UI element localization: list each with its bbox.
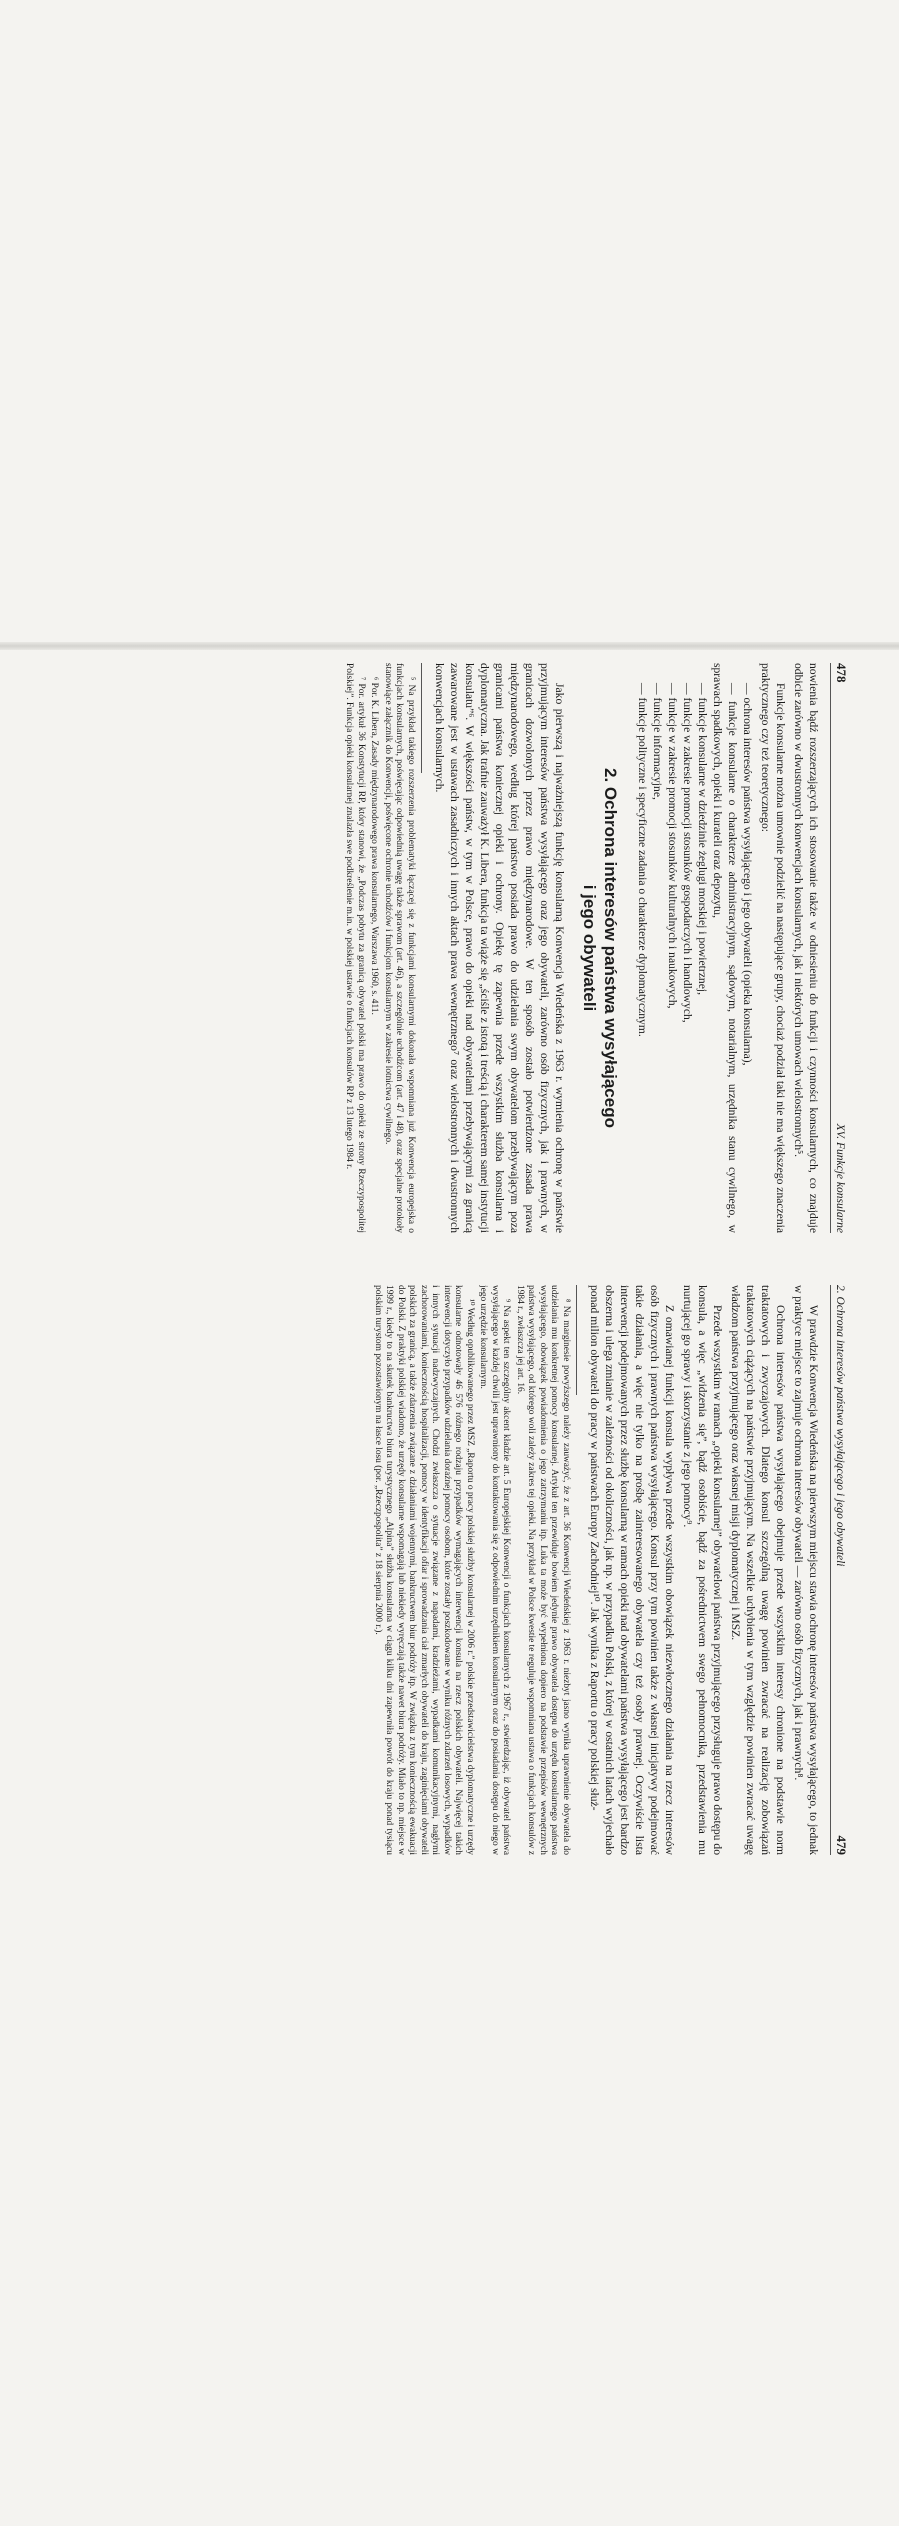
body-paragraph: W prawdzie Konwencja Wiedeńska na pierwszym miejscu stawia ochronę interesów państwa wysyłającego, to jednak w praktyce miejsce to zajmuje ochrona interesów obywateli — zarówno osób fizycznych, jak i prawnych⁸. — [792, 1285, 820, 1855]
left-page-header — [830, 663, 849, 1233]
footnote: ⁷ Por. artykuł 36 Konstytucji RP, który stanowi, że „Podczas pobytu za granicą obywatel polski ma prawo do opieki ze strony Rzeczypospolitej Polskiej”. Funkcja opieki konsularnej znalazła swe podkreślenie m.in. w polskiej ustawie o funkcjach konsulów RP z 13 lutego 1984 r. — [344, 663, 366, 1233]
running-head: XV. Funkcje konsularne — [834, 1123, 846, 1233]
list-item: — funkcje polityczne i specyficzne zadania o charakterze dyplomatycznym. — [636, 683, 649, 1037]
footnote-rule — [576, 1285, 577, 1395]
footnote: ⁸ Na marginesie powyższego należy zauważyć, że z art. 36 Konwencji Wiedeńskiej z 1963 r. niezbyt jasno wynika uprawnienie obywatela do udzielania mu konkretnej pomocy konsularnej. Artykuł ten przewiduje bowiem jedynie prawo obywatela dostępu do urzędu konsularnego państwa wysyłającego, obowiązek powiadomienia o jego zatrzymaniu itp. Luka ta może być wypełniona dopiero na podstawie przepisów wewnętrznych państwa wysyłającego, od którego woli zależy zakres tej opieki. Na przykład w Polsce kwestie te reguluje wspomniana ustawa o funkcjach konsulów z 1984 r., zwłaszcza jej art. 16. — [515, 1285, 571, 1855]
division-paragraph: Funkcje konsularne można umownie podzielić na następujące grupy, chociaż podział taki nie ma większego znaczenia praktycznego czy też teoretycznego: — [759, 663, 787, 1233]
list-item: — funkcje konsularne o charakterze administracyjnym, sądowym, notarialnym, urzędnika stanu cywilnego, w sprawach spadkowych, opieki i kurateli oraz depozytu, — [711, 663, 739, 1233]
page-number: 479 — [834, 1835, 849, 1855]
footnote: ⁹ Na aspekt ten szczególny akcent kładzie art. 5 Europejskiej Konwencji o funkcjach konsularnych z 1967 r., stwierdzając, iż obywatel państwa wysyłającego w każdej chwili jest uprawniony do kontaktowania się z odpowiednim urzędnikiem konsularnym oraz do posiadania dostępu do niego w jego urzędzie konsularnym. — [478, 1285, 512, 1855]
body-paragraph: Przede wszystkim w ramach „opieki konsularnej” obywatelowi państwa przyjmującego przysługuje prawo dostępu do konsula, a więc „widzenia się”, bądź osobiście, bądź za pośrednictwem swego pełnomocnika, przedstawienia mu nurtującej go sprawy i skorzystanie z jego pomocy⁹. — [681, 1285, 724, 1855]
running-head: 2. Ochrona interesów państwa wysyłającego i jego obywateli — [834, 1285, 846, 1567]
list-item: — ochrona interesów państwa wysyłającego i jego obywateli (opieka konsularna), — [741, 683, 754, 1066]
right-page-header — [830, 1285, 849, 1855]
section-heading-line-2: i jego obywateli — [580, 884, 599, 1012]
list-item: — funkcje informacyjne, — [651, 683, 664, 800]
list-item: — funkcje w zakresie promocji stosunków gospodarczych i handlowych, — [681, 683, 694, 1023]
right-page-479 — [0, 1263, 899, 2526]
body-paragraph: Ochrona interesów państwa wysyłającego obejmuje przede wszystkim interesy chronione na podstawie norm traktatowych i zwyczajowych. Dlatego konsul szczególną uwagę powinien zwracać na realizację zobowiązań traktatowych ciążących na państwie przyjmującym. Na wszelkie uchybienia w tym względzie powinien zwracać uwagę władzom państwa przyjmującego oraz własnej misji dyplomatycznej i MSZ. — [729, 1285, 787, 1855]
footnote: ⁶ Por. K. Libera, Zasady międzynarodowego prawa konsularnego, Warszawa 1960, s. 411. — [369, 677, 380, 1015]
section-heading-line-1: 2. Ochrona interesów państwa wysyłającego — [601, 768, 620, 1128]
left-page-body — [59, 663, 849, 1233]
section-paragraph: Jako pierwszą i najważniejszą funkcję konsularną Konwencja Wiedeńska z 1963 r. wymienia ochronę w państwie przyjmującym interesów państwa wysyłającego oraz jego obywateli, zarówno osób fizycznych, jak i prawnych, w granicach dozwolonych przez prawo międzynarodowe. W ten sposób zostało potwierdzone zasada prawa międzynarodowego, według której państwo posiada prawo do udzielania swym obywatelom przebywającym poza granicami państwa koniecznej opieki i ochrony. Opiekę tę zapewnia przede wszystkim służba konsularna i dyplomatyczna. Jak trafnie zauważył K. Libera, funkcja ta wiąże się „ściśle z istotą i treścią i charakterem samej instytucji konsulatu”⁶. W większości państw, w tym w Polsce, prawo do opieki nad obywatelami przebywającymi za granicą zawarowane jest w ustawach zasadniczych i innych aktach prawa wewnętrznego⁷ oraz wielostronnych i dwustronnych konwencjach konsularnych. — [433, 663, 566, 1233]
section-heading — [579, 663, 621, 1233]
footnote-rule — [421, 663, 422, 773]
list-item: — funkcje w zakresie promocji stosunków kulturalnych i naukowych, — [666, 683, 679, 1009]
body-paragraph: Z omawianej funkcji konsula wypływa przede wszystkim obowiązek niezwłocznego działania na rzecz interesów osób fizycznych i prawnych państwa wysyłającego. Konsul przy tym powinien także z własnej inicjatywy podejmować takie działania, a więc nie tylko na prośbę zainteresowanego obywatela czy też osoby prawnej. Oczywiście lista interwencji podejmowanych przez służbę konsularną w ramach opieki nad obywatelami państwa wysyłającego jest bardzo obszerna i ulega zmianie w zależności od okoliczności, jak np. w przypadku Polski, z której w ostatnich latach wyjechało ponad milion obywateli do pracy w państwach Europy Zachodniej¹⁰. Jak wynika z Raportu o pracy polskiej służ- — [588, 1285, 676, 1855]
footnote: ⁵ Na przykład takiego rozszerzenia problematyki łączącej się z funkcjami konsularnymi dokonała wspomniana już Konwencja europejska o funkcjach konsularnych, poświęcając odpowiednią uwagę także sprawom (art. 46), a szczególnie uchodźcom (art. 47 i 48), oraz specjalne protokoły stanowiące załącznik do Konwencji, poświęcone ochronie uchodźców i funkcjom konsularnym w zakresie lotnictwa cywilnego. — [383, 663, 416, 1233]
footnote: ¹⁰ Według opublikowanego przez MSZ „Raportu o pracy polskiej służby konsularnej w 2006 r.” polskie przedstawicielstwa dyplomatyczne i urzędy konsularne odnotowały 46 576 różnego rodzaju przypadków wymagających interwencji konsula na rzecz polskich obywateli. Najwięcej takich interwencji dotyczyło przypadków udzielania doraźnej pomocy osobom, które zostały poszkodowane w wyniku różnych zdarzeń losowych, wypadków i innych sytuacji nadzwyczajnych. Chodzi zwłaszcza o sytuacje związane z napadami, kradzieżami, wypadkami komunikacyjnymi, nagłymi zachorowaniami, koniecznością hospitalizacji, pomocy w identyfikacji ofiar i sprowadzania ciał zmarłych obywateli do kraju, zaginięciami obywateli polskich za granicą, a także zdarzenia związane z działaniami wojennymi, bankructwem biur podróży itp. W związku z tym koniecznością ewakuacji do Polski. Z praktyki polskiej wiadomo, że urzędy konsularne wspomagają lub niekiedy wyręczają także nawet biura podróży. Miało to np. miejsce w 1999 r., kiedy to na skutek bankructwa biura turystycznego „Alpina” służba konsularna w ciągu kilku dni zapewniła powrót do kraju ponad tysiącu polskim turystom pozostawionym na łasce losu (por. „Rzeczpospolita” z 18 sierpnia 2000 r.). — [373, 1285, 475, 1855]
right-page-body — [59, 1285, 849, 1855]
intro-paragraph: nowienia bądź rozszerzających ich stosowanie także w odniesieniu do funkcji i czynności konsularnych, co znajduje odbicie zarówno w dwustronnych konwencjach konsularnych, jak i niektórych umowach wielostronnych⁵. — [792, 663, 820, 1233]
page-number: 478 — [834, 663, 849, 683]
list-item: — funkcje konsularne w dziedzinie żeglugi morskiej i powietrznej, — [696, 683, 709, 995]
function-list — [635, 663, 755, 1233]
